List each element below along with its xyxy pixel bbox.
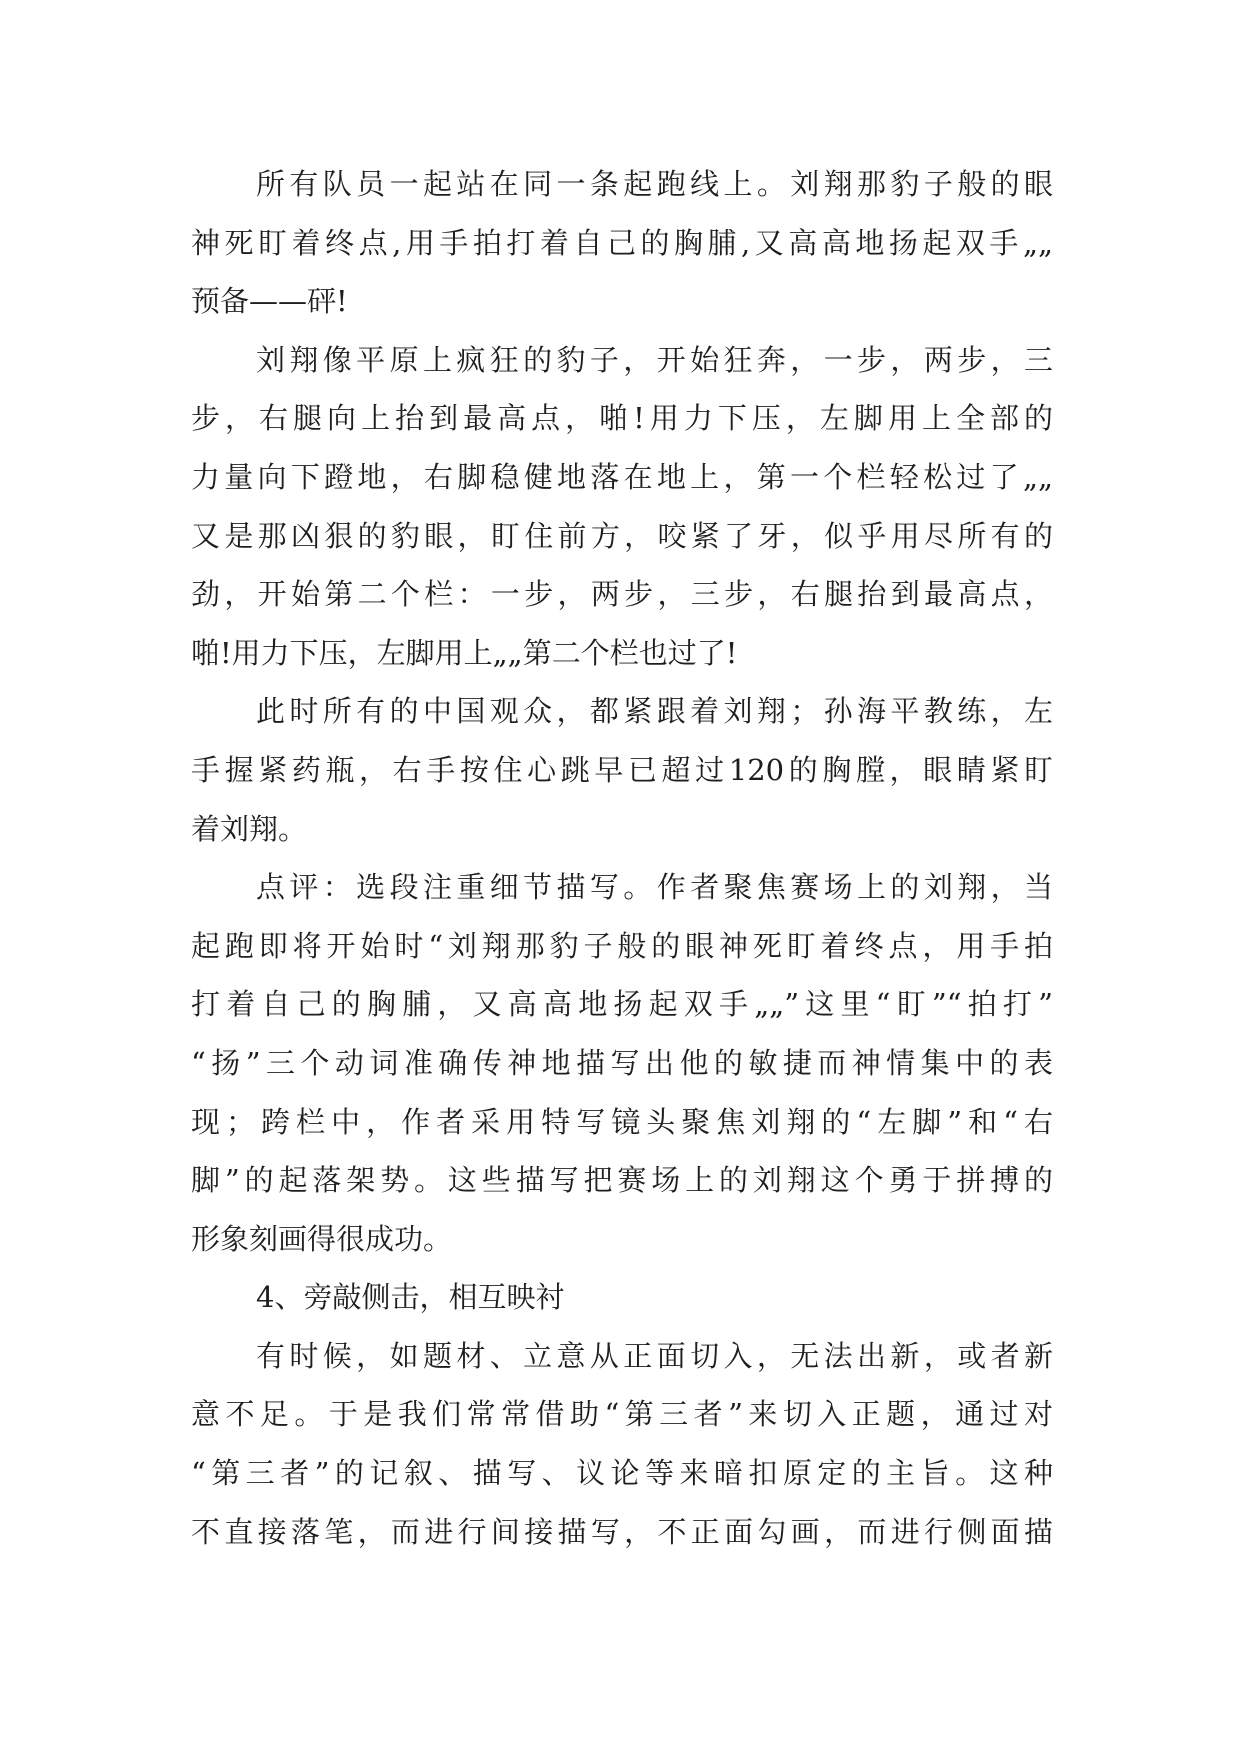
- text-line: 有时候，如题材、立意从正面切入，无法出新，或者新: [256, 1338, 1053, 1373]
- paragraph: [191, 331, 1053, 683]
- text-line: 劲，开始第二个栏：一步，两步，三步，右腿抬到最高点，: [191, 577, 1053, 612]
- text-line: 所有队员一起站在同一条起跑线上。刘翔那豹子般的眼: [256, 167, 1053, 201]
- comment-paragraph: [191, 858, 1053, 1268]
- text-line: 刘翔像平原上疯狂的豹子，开始狂奔，一步，两步，三: [256, 342, 1053, 377]
- text-line: “扬”三个动词准确传神地描写出他的敏捷而神情集中的表: [191, 1045, 1053, 1080]
- text-line: 此时所有的中国观众，都紧跟着刘翔；孙海平教练，左: [256, 694, 1053, 729]
- text-line: 不直接落笔，而进行间接描写，不正面勾画，而进行侧面描: [191, 1514, 1053, 1549]
- text-line: 手握紧药瓶，右手按住心跳早已超过120的胸膛，眼睛紧盯: [191, 752, 1053, 787]
- text-line: 力量向下蹬地，右脚稳健地落在地上，第一个栏轻松过了„„: [191, 459, 1053, 494]
- text-line: 意不足。于是我们常常借助“第三者”来切入正题，通过对: [191, 1397, 1053, 1432]
- text-line: 预备——砰!: [191, 284, 348, 319]
- text-line: 神死盯着终点,用手拍打着自己的胸脯,又高高地扬起双手„„: [191, 225, 1053, 260]
- paragraph: [191, 682, 1053, 858]
- text-line: 现；跨栏中，作者采用特写镜头聚焦刘翔的“左脚”和“右: [191, 1104, 1053, 1139]
- section-heading: [191, 1268, 1053, 1327]
- text-line: 形象刻画得很成功。: [191, 1221, 453, 1256]
- paragraph: [191, 155, 1053, 331]
- text-line: 起跑即将开始时“刘翔那豹子般的眼神死盯着终点，用手拍: [191, 928, 1053, 963]
- text-line: 又是那凶狠的豹眼，盯住前方，咬紧了牙，似乎用尽所有的: [191, 518, 1053, 553]
- paragraph: [191, 1327, 1053, 1561]
- page-content: [191, 155, 1053, 1561]
- text-line: 着刘翔。: [191, 811, 308, 846]
- heading-line: 4、旁敲侧击，相互映衬: [256, 1280, 565, 1315]
- text-line: 打着自己的胸脯，又高高地扬起双手„„”这里“盯”“拍打”: [191, 987, 1053, 1022]
- text-line: 点评：选段注重细节描写。作者聚焦赛场上的刘翔，当: [256, 870, 1053, 905]
- text-line: 脚”的起落架势。这些描写把赛场上的刘翔这个勇于拼搏的: [191, 1163, 1053, 1198]
- text-line: “第三者”的记叙、描写、议论等来暗扣原定的主旨。这种: [191, 1456, 1053, 1491]
- text-line: 步，右腿向上抬到最高点，啪!用力下压，左脚用上全部的: [191, 401, 1053, 436]
- text-line: 啪!用力下压，左脚用上„„第二个栏也过了!: [191, 635, 738, 670]
